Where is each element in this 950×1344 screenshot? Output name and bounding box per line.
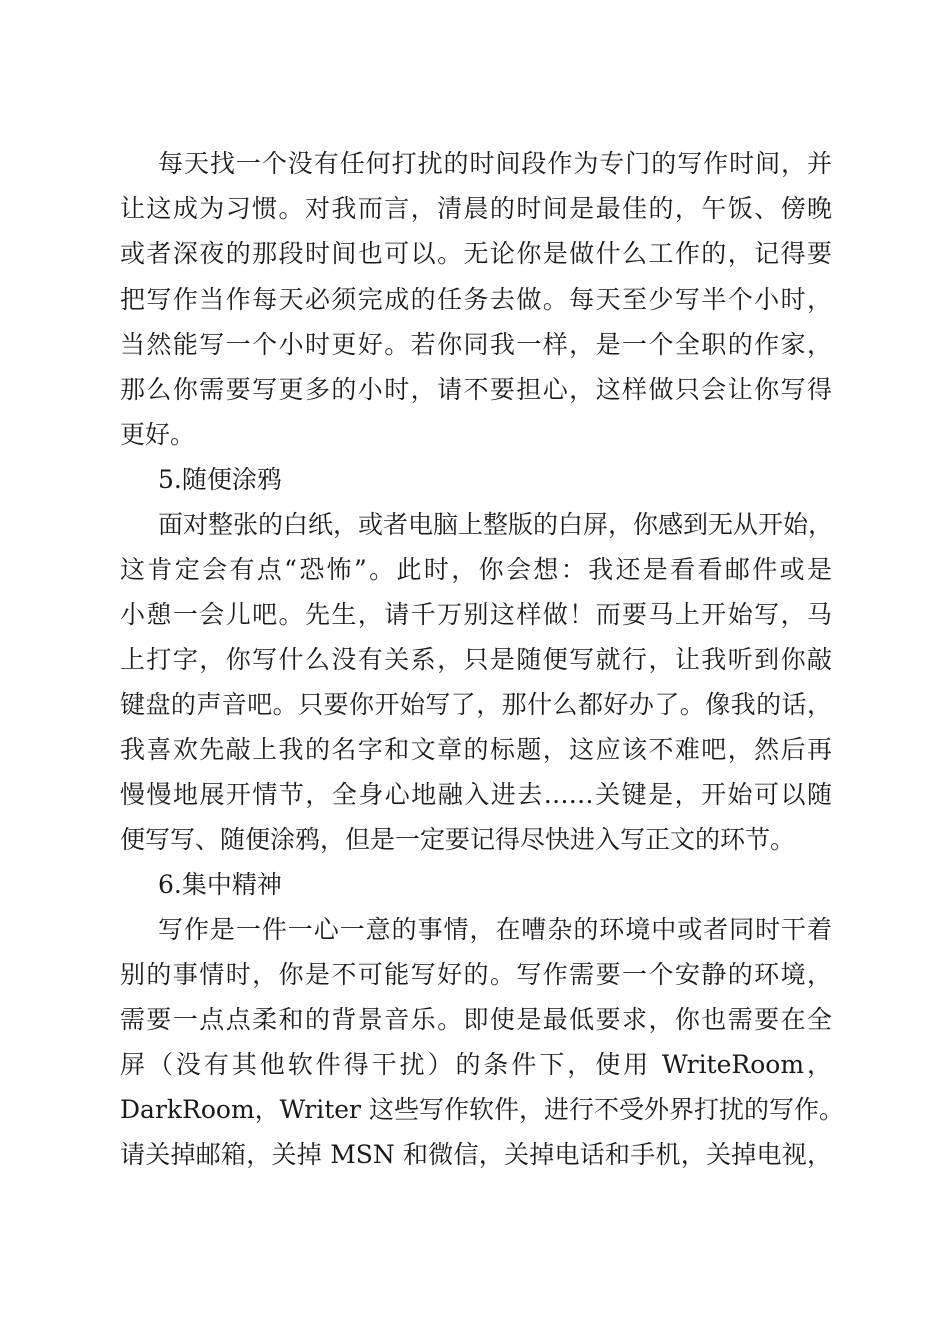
paragraph-line: 把写作当作每天必须完成的任务去做。每天至少写半个小时， (120, 285, 832, 314)
paragraph-line: 需要一点点柔和的背景音乐。即使是最低要求，你也需要在全 (120, 1005, 832, 1034)
paragraph-line: 慢慢地展开情节，全身心地融入进去……关键是，开始可以随 (120, 780, 832, 809)
paragraph-line: 那么你需要写更多的小时，请不要担心，这样做只会让你写得 (120, 375, 832, 404)
paragraph-line: 键盘的声音吧。只要你开始写了，那什么都好办了。像我的话， (120, 690, 832, 719)
paragraph-line: 别的事情时，你是不可能写好的。写作需要一个安静的环境， (120, 960, 832, 989)
paragraph-line: 上打字，你写什么没有关系，只是随便写就行，让我听到你敲 (120, 645, 832, 674)
paragraph-line: 当然能写一个小时更好。若你同我一样，是一个全职的作家， (120, 330, 832, 359)
paragraph-line: 面对整张的白纸，或者电脑上整版的白屏，你感到无从开始， (158, 510, 834, 539)
paragraph-line: 更好。 (120, 420, 196, 449)
paragraph-line: 让这成为习惯。对我而言，清晨的时间是最佳的，午饭、傍晚 (120, 194, 832, 223)
section-heading: 6.集中精神 (158, 870, 282, 899)
paragraph-line: 或者深夜的那段时间也可以。无论你是做什么工作的，记得要 (120, 239, 832, 268)
paragraph-line: 便写写、随便涂鸦，但是一定要记得尽快进入写正文的环节。 (120, 825, 796, 854)
paragraph-line: 小憩一会儿吧。先生，请千万别这样做！而要马上开始写，马 (120, 600, 832, 629)
section-heading: 5.随便涂鸦 (158, 465, 282, 494)
paragraph-line: 请关掉邮箱，关掉 MSN 和微信，关掉电话和手机，关掉电视， (120, 1140, 832, 1169)
paragraph-line: 我喜欢先敲上我的名字和文章的标题，这应该不难吧，然后再 (120, 735, 832, 764)
paragraph-line: DarkRoom，Writer 这些写作软件，进行不受外界打扰的写作。 (120, 1095, 844, 1124)
paragraph-line: 这肯定会有点“恐怖”。此时，你会想：我还是看看邮件或是 (120, 555, 832, 584)
paragraph-line: 每天找一个没有任何打扰的时间段作为专门的写作时间，并 (158, 149, 832, 178)
paragraph-line: 屏（没有其他软件得干扰）的条件下，使用 WriteRoom， (120, 1050, 832, 1079)
paragraph-line: 写作是一件一心一意的事情，在嘈杂的环境中或者同时干着 (158, 915, 832, 944)
